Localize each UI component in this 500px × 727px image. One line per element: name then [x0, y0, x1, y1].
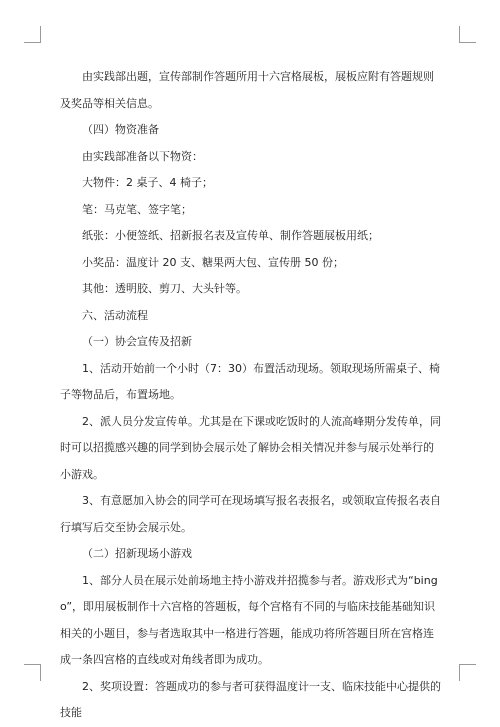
- list-item-large-items: 大物件：2 桌子、4 椅子；: [82, 176, 213, 189]
- list-item-pens: 笔：马克笔、签字笔；: [82, 202, 192, 216]
- paragraph-game-step-2: 2、奖项设置：答题成功的参与者可获得温度计一支、临床技能中心提供的技能: [60, 679, 441, 719]
- document-body: [60, 64, 442, 727]
- crop-mark-bottom-left: [24, 664, 41, 681]
- heading-activity-process: 六、活动流程: [82, 308, 148, 322]
- paragraph-step-3: 3、有意愿加入协会的同学可在现场填写报名表报名，或领取宣传报名表自行填写后交至协会展示处。: [60, 494, 441, 534]
- list-item-prizes: 小奖品：温度计 20 支、糖果两大包、宣传册 50 份；: [82, 255, 344, 269]
- list-item-paper: 纸张：小便签纸、招新报名表及宣传单、制作答题展板用纸；: [82, 229, 379, 242]
- paragraph-exhibit-board: 由实践部出题，宣传部制作答题所用十六宫格展板，展板应附有答题规则及奖品等相关信息。: [60, 70, 434, 110]
- paragraph-step-1: 1、活动开始前一个小时（7：30）布置活动现场。领取现场所需桌子、椅子等物品后，布置场地。: [60, 361, 440, 401]
- heading-materials: （四）物资准备: [82, 123, 159, 136]
- crop-mark-bottom-right: [459, 664, 476, 681]
- paragraph-game-step-1: 1、部分人员在展示处前场地主持小游戏并招揽参与者。游戏形式为“bingo”，即用展板制作十六宫格的答题板，每个宫格有不同的与临床技能基础知识相关的小题目，参与者选取其中一格进行答题，能成功将所答题目所在宫格连成一条四宫格的直线或对角线者即为成功。: [60, 573, 438, 666]
- heading-recruitment-game: （二）招新现场小游戏: [82, 547, 192, 560]
- crop-mark-top-left: [24, 26, 41, 43]
- paragraph-materials-intro: 由实践部准备以下物资：: [82, 149, 203, 163]
- crop-mark-top-right: [459, 26, 476, 43]
- heading-promotion-recruitment: （一）协会宣传及招新: [82, 335, 192, 348]
- paragraph-step-2: 2、派人员分发宣传单。尤其是在下课或吃饭时的人流高峰期分发传单，同时可以招揽感兴趣的同学到协会展示处了解协会相关情况并参与展示处举行的小游戏。: [60, 414, 441, 481]
- list-item-other: 其他：透明胶、剪刀、大头针等。: [82, 282, 247, 295]
